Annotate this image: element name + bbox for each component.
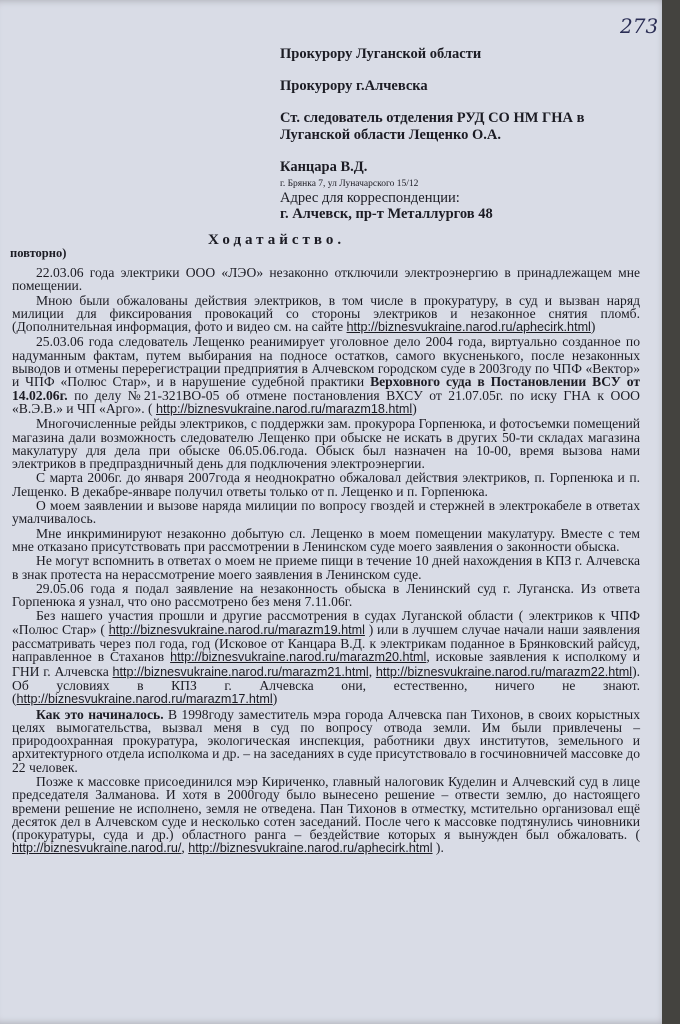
- mailing-address-label: Адрес для корреспонденции:: [280, 190, 460, 206]
- paragraph-1: 22.03.06 года электрики ООО «ЛЭО» незаконно отключили электроэнергию в принадлежащем мне помещении.: [12, 265, 640, 294]
- paragraph-2-text: Мною были обжалованы действия электриков, в том числе в прокуратуру, в суд и вызван наряд милиции для фиксирования провокаций со стороны электриков и незаконное снятия пломб. (Дополнительная информация, фото и видео см. на сайте: [12, 292, 640, 335]
- section-heading-beginning: Как это начиналось.: [36, 706, 164, 722]
- repeat-mark: повторно): [10, 246, 67, 260]
- paragraph-3: [12, 335, 640, 416]
- link-marazm20[interactable]: http://biznesvukraine.narod.ru/marazm20.html: [170, 650, 427, 665]
- paragraph-3-text: 25.03.06 года следователь Лещенко реанимирует уголовное дело 2004 года, виртуально созданное по надуманным фактам, путем выбирания на подносе остатков, самого вкусненького, после незаконных выводов и отмены перерегистрации предприятия в Алчевском городском суде в 2003году по ЧПФ «Вектор» и ЧПФ «Полюс Стар», и в нарушение судебной практики: [12, 334, 640, 390]
- sender-registered-address: г. Брянка 7, ул Луначарского 15/12: [280, 179, 419, 189]
- link-aphecirk-2[interactable]: http://biznesvukraine.narod.ru/aphecirk.html: [188, 841, 433, 856]
- link-aphecirk[interactable]: http://biznesvukraine.narod.ru/aphecirk.html: [346, 320, 591, 335]
- link-marazm17[interactable]: http://biznesvukraine.narod.ru/marazm17.html: [16, 692, 273, 707]
- link-marazm22[interactable]: http://biznesvukraine.narod.ru/marazm22.html: [375, 664, 633, 679]
- paragraph-10-text-2: ) или в лучшем случае начали наши заявления рассматривать через пол года, год (Исковое от Канцара В.Д. к электрикам поданное в Брянковский райсуд, направленное в Стаханов: [12, 621, 640, 665]
- paragraph-3-end: ): [412, 400, 417, 416]
- link-marazm18[interactable]: http://biznesvukraine.narod.ru/marazm18.html: [155, 401, 413, 416]
- link-marazm21[interactable]: http://biznesvukraine.narod.ru/marazm21.html: [112, 664, 369, 679]
- paragraph-8: Не могут вспомнить в ответах о моем не приеме пищи в течение 10 дней нахождения в КПЗ г. Алчевска в знак протеста на нерассмотрение моего заявления в Ленинском суде.: [12, 553, 640, 582]
- paragraph-10: [12, 609, 640, 706]
- document-body: [12, 266, 640, 856]
- paragraph-3-case: по делу №21-321ВО-05 об отмене постановления ВХСУ от 21.07.05г. по иску ГНА к ООО «В.Э.В.» и ЧП «Арго». (: [12, 387, 640, 416]
- paragraph-7: Мне инкриминируют незаконно добытую сл. Лещенко в моем помещении макулатуру. Вместе с тем мне отказано присутствовать при рассмотрении в Ленинском суде моего заявления о законности обыска.: [12, 525, 640, 554]
- paragraph-11: [12, 708, 640, 774]
- binder-edge: [662, 0, 680, 1024]
- addressee-block: [280, 46, 640, 223]
- link-marazm19[interactable]: http://biznesvukraine.narod.ru/marazm19.html: [108, 622, 365, 637]
- supreme-court-ruling: Верховного суда в Постановлении ВСУ от 14.02.06г.: [12, 374, 640, 403]
- paragraph-10-sep: ,: [368, 663, 376, 679]
- paragraph-2: [12, 294, 640, 335]
- paragraph-10-text: Без нашего участия прошли и другие рассмотрения в судах Луганской области ( электриков к ЧПФ «Полюс Стар» (: [12, 608, 640, 637]
- paragraph-5: С марта 2006г. до января 2007года я неоднократно обжаловал действия электриков, п. Горпенюка и п. Лещенко. В декабре-январе получил ответы только от п. Лещенко и п. Горпенюка.: [12, 470, 640, 499]
- paragraph-12: [12, 775, 640, 856]
- handwritten-page-number: 273: [620, 14, 659, 38]
- paragraph-10-end: ): [272, 691, 278, 707]
- addressee-city-prosecutor: Прокурору г.Алчевска: [280, 78, 428, 94]
- document-title: Ходатайство.: [208, 232, 346, 248]
- paragraph-10-text-3: , исковые заявления к исполкому и ГНИ г. Алчевска: [12, 649, 640, 679]
- link-site-home[interactable]: http://biznesvukraine.narod.ru/: [12, 841, 182, 856]
- sender-name: Канцара В.Д.: [280, 159, 368, 175]
- paragraph-12-text: Позже к массовке присоединился мэр Кириченко, главный налоговик Куделин и Алчевский суд в лице председателя Залманова. И хотя в 2000году было вынесено решение – отвести землю, до настоящего времени решение не исполнено, земля не отведена. Пан Тихонов в отместку, мстительно организовал ещё десяток дел в Алчевском суде и несколько сотен заседаний. После чего к массовке подтянулись чиновники (прокуратуры, суда и др.) областного ранга – бездействие которых я вынужден был обжаловать. (: [12, 773, 640, 843]
- paragraph-4: Многочисленные рейды электриков, с поддержки зам. прокурора Горпенюка, и фотосъемки помещений магазина дали возможность следователю Лещенко при обыске не искать в других 50-ти складах магазина макулатуру для дела при обыске 06.05.06.года. Обыск был назначен на 10-00, время вызова нами электриков в предпраздничный день для подключения электроэнергии.: [12, 416, 640, 472]
- addressee-investigator: Ст. следователь отделения РУД СО НМ ГНА в Луганской области Лещенко О.А.: [280, 110, 585, 143]
- paragraph-12-sep: ,: [181, 840, 189, 856]
- addressee-regional-prosecutor: Прокурору Луганской области: [280, 46, 482, 62]
- paragraph-12-end: ).: [432, 840, 444, 856]
- paragraph-11-text: В 1998году заместитель мэра города Алчевска пан Тихонов, в своих корыстных целях вымогательства, вызвал меня в суд по вопросу отвода земли. Им были привлечены – природоохранная прокуратура, экологическая инспекция, работники двух институтов, земельного и архитектурного отдела исполкома и др. – на заседаниях в суде присутствовало в госчиновничей массовке до 22 человек.: [12, 706, 640, 775]
- paragraph-2-end: ): [590, 319, 596, 335]
- mailing-address: г. Алчевск, пр-т Металлургов 48: [280, 206, 493, 222]
- paragraph-6: О моем заявлении и вызове наряда милиции по вопросу гвоздей и стержней в электрокабеле в ответах умалчивалось.: [12, 498, 640, 527]
- paragraph-9: 29.05.06 года я подал заявление на незаконность обыска в Ленинский суд г. Луганска. Из ответа Горпенюка я узнал, что оно рассмотрено без меня 7.11.06г.: [12, 580, 640, 610]
- paragraph-10-text-4: ). Об условиях в КПЗ г. Алчевска они, естественно, ничего не знают. (: [12, 663, 641, 707]
